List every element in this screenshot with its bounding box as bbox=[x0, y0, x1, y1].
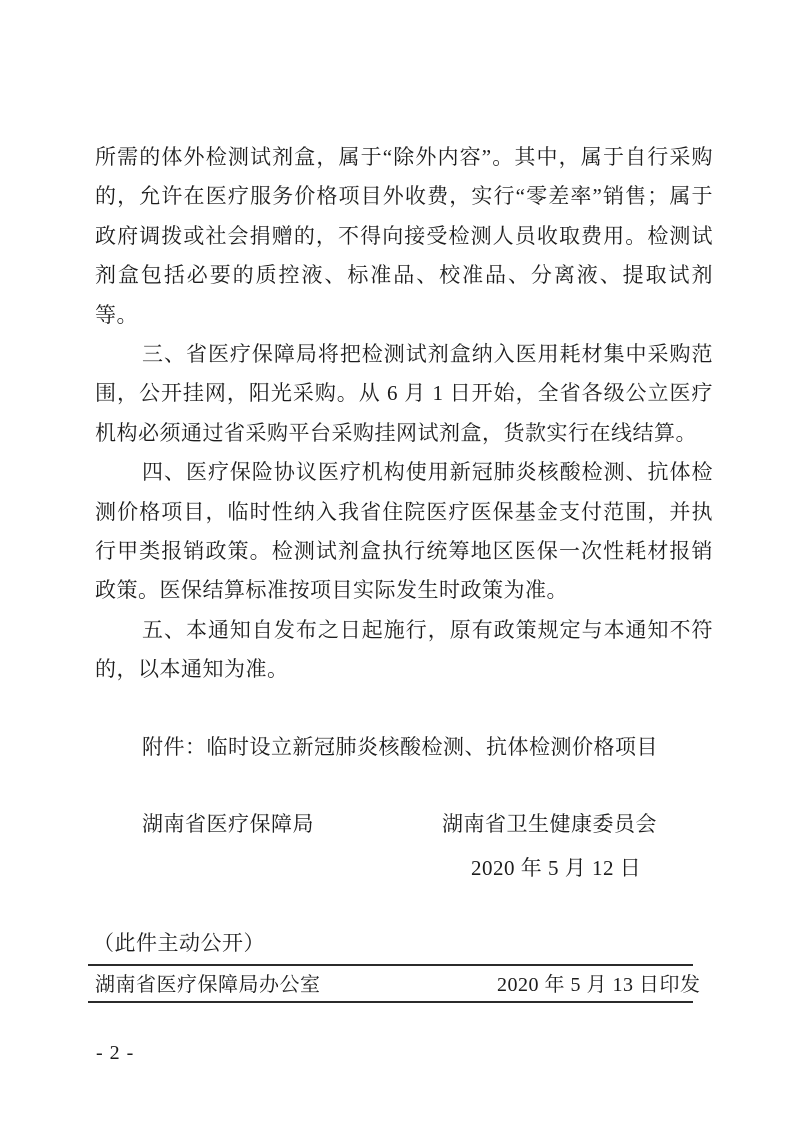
signature-date: 2020 年 5 月 12 日 bbox=[471, 856, 642, 880]
body-paragraph-continuation: 所需的体外检测试剂盒，属于“除外内容”。其中，属于自行采购的，允许在医疗服务价格项目外收费，实行“零差率”销售；属于政府调拨或社会捐赠的，不得向接受检测人员收取费用。检测试剂盒包括必要的质控液、标准品、校准品、分离液、提取试剂等。 bbox=[95, 145, 713, 327]
disclosure-note: （此件主动公开） bbox=[93, 931, 265, 955]
body-paragraph-item-5: 五、本通知自发布之日起施行，原有政策规定与本通知不符的，以本通知为准。 bbox=[95, 617, 713, 682]
attachment-line: 附件：临时设立新冠肺炎核酸检测、抗体检测价格项目 bbox=[142, 734, 658, 759]
body-paragraph-item-3: 三、省医疗保障局将把检测试剂盒纳入医用耗材集中采购范围，公开挂网，阳光采购。从 6 月 1 日开始，全省各级公立医疗机构必须通过省采购平台采购挂网试剂盒，货款实行在线结算。 bbox=[95, 342, 713, 445]
footer-divider-bottom bbox=[88, 1001, 693, 1003]
footer-divider-top bbox=[88, 964, 693, 966]
signature-right-org: 湖南省卫生健康委员会 bbox=[442, 812, 657, 836]
signature-left-org: 湖南省医疗保障局 bbox=[142, 812, 314, 836]
issuing-office: 湖南省医疗保障局办公室 bbox=[95, 974, 321, 996]
print-date: 2020 年 5 月 13 日印发 bbox=[497, 974, 701, 996]
page-number: - 2 - bbox=[96, 1042, 135, 1064]
document-body bbox=[95, 138, 713, 767]
body-paragraph-item-4: 四、医疗保险协议医疗机构使用新冠肺炎核酸检测、抗体检测价格项目，临时性纳入我省住院医疗医保基金支付范围，并执行甲类报销政策。检测试剂盒执行统筹地区医保一次性耗材报销政策。医保结算标准按项目实际发生时政策为准。 bbox=[95, 460, 713, 603]
